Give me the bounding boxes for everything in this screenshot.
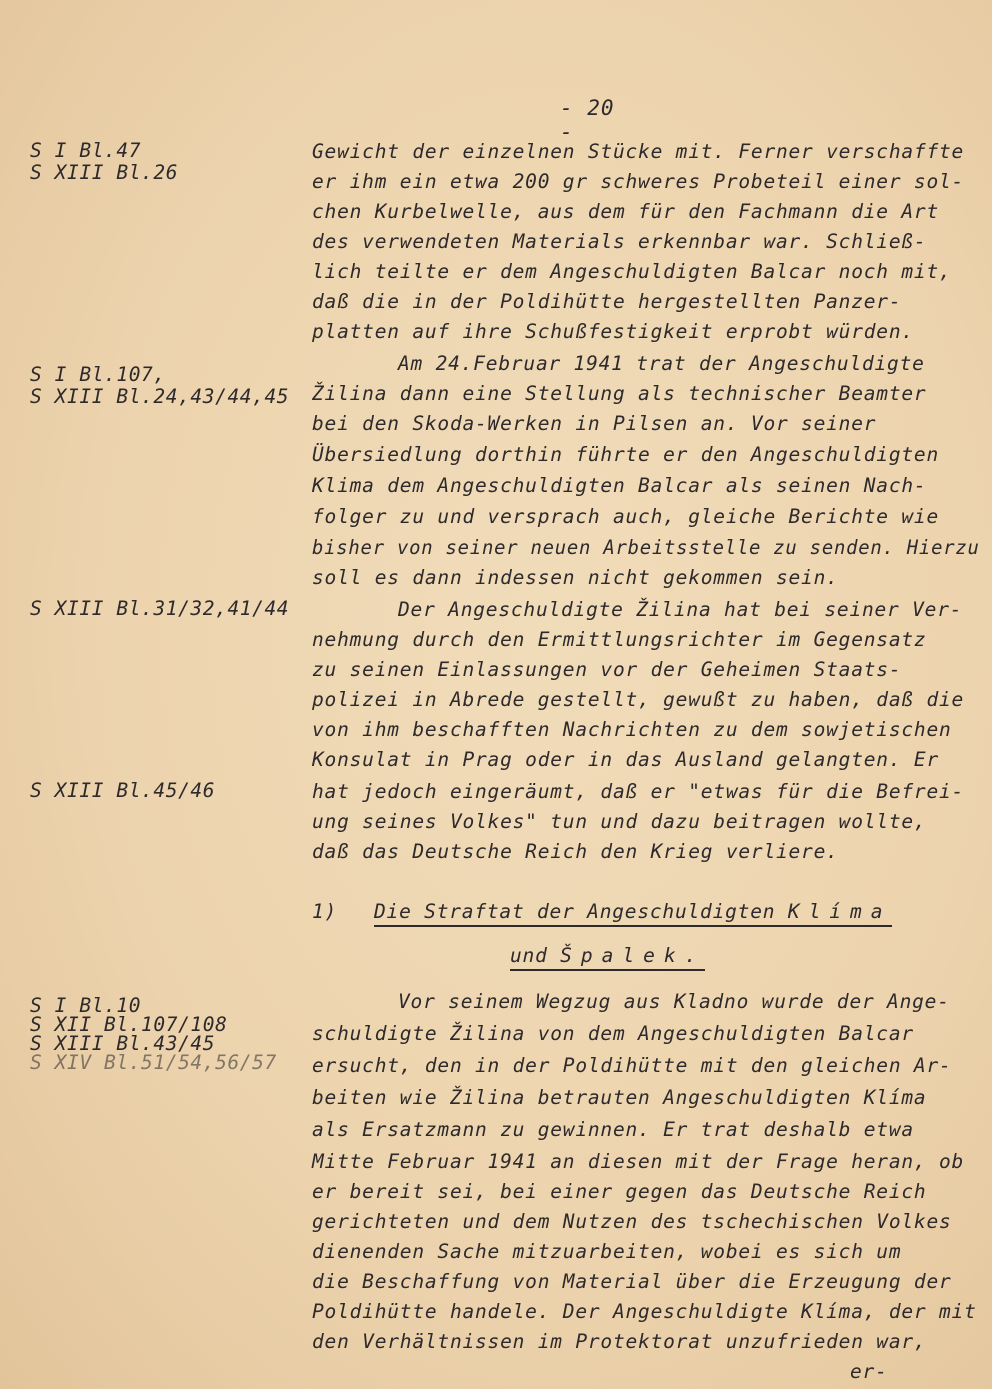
text-line: gerichteten und dem Nutzen des tschechischen Volkes: [312, 1210, 952, 1233]
text-line: schuldigte Žilina von dem Angeschuldigten Balcar: [312, 1022, 914, 1045]
text-line: platten auf ihre Schußfestigkeit erprobt würden.: [312, 320, 914, 343]
heading-name: Špalek.: [560, 944, 706, 967]
heading-text: Die Straftat der Angeschuldigten: [374, 900, 776, 923]
section-number: 1): [312, 900, 338, 923]
text-line: Übersiedlung dorthin führte er den Angeschuldigten: [312, 443, 939, 466]
heading-name: Klíma: [787, 900, 892, 923]
text-line: von ihm beschafften Nachrichten zu dem sowjetischen: [312, 718, 952, 741]
text-line: als Ersatzmann zu gewinnen. Er trat deshalb etwa: [312, 1118, 914, 1141]
text-line: chen Kurbelwelle, aus dem für den Fachmann die Art: [312, 200, 939, 223]
text-line: Der Angeschuldigte Žilina hat bei seiner Ver-: [398, 598, 963, 621]
text-line: den Verhältnissen im Protektorat unzufrieden war,: [312, 1330, 927, 1353]
page-number: - 20 -: [560, 96, 615, 144]
margin-ref-group: [30, 364, 300, 408]
margin-ref: S I Bl.10: [30, 994, 142, 1017]
text-line: Konsulat in Prag oder in das Ausland gelangten. Er: [312, 748, 939, 771]
text-line: Žilina dann eine Stellung als technischer Beamter: [312, 382, 927, 405]
margin-ref: S I Bl.107,: [30, 363, 166, 386]
margin-ref-group: [30, 598, 300, 620]
text-line: die Beschaffung von Material über die Erzeugung der: [312, 1270, 952, 1293]
text-line: er bereit sei, bei einer gegen das Deutsche Reich: [312, 1180, 927, 1203]
margin-ref: S XIII Bl.31/32,41/44: [30, 597, 290, 620]
text-line: er-: [850, 1360, 888, 1383]
margin-ref-group: [30, 780, 300, 802]
text-line: polizei in Abrede gestellt, gewußt zu haben, daß die: [312, 688, 965, 711]
text-line: Am 24.Februar 1941 trat der Angeschuldigte: [398, 352, 925, 375]
margin-ref: S XIII Bl.43/45: [30, 1032, 216, 1055]
text-line: lich teilte er dem Angeschuldigten Balcar noch mit,: [312, 260, 952, 283]
text-line: Poldihütte handele. Der Angeschuldigte Klíma, der mit: [312, 1300, 977, 1323]
margin-ref-group: [30, 996, 300, 1072]
text-line: ung seines Volkes" tun und dazu beitragen wollte,: [312, 810, 927, 833]
margin-ref: S XIV Bl.51/54,56/57: [30, 1051, 277, 1074]
margin-ref: S XIII Bl.24,43/44,45: [30, 385, 290, 408]
margin-ref: S XIII Bl.26: [30, 161, 179, 184]
margin-ref-group: [30, 140, 300, 184]
text-line: beiten wie Žilina betrauten Angeschuldigten Klíma: [312, 1086, 927, 1109]
text-line: zu seinen Einlassungen vor der Geheimen Staats-: [312, 658, 902, 681]
text-line: daß die in der Poldihütte hergestellten Panzer-: [312, 290, 902, 313]
section-heading-line-1: [374, 900, 892, 927]
text-line: daß das Deutsche Reich den Krieg verliere.: [312, 840, 839, 863]
margin-ref: S I Bl.47: [30, 139, 142, 162]
margin-ref: S XII Bl.107/108: [30, 1013, 228, 1036]
text-line: er ihm ein etwa 200 gr schweres Probeteil einer sol-: [312, 170, 965, 193]
text-line: ersucht, den in der Poldihütte mit den gleichen Ar-: [312, 1054, 952, 1077]
text-line: dienenden Sache mitzuarbeiten, wobei es sich um: [312, 1240, 902, 1263]
text-line: bei den Skoda-Werken in Pilsen an. Vor seiner: [312, 412, 877, 435]
text-line: Klima dem Angeschuldigten Balcar als seinen Nach-: [312, 474, 927, 497]
text-line: bisher von seiner neuen Arbeitsstelle zu senden. Hierzu: [312, 536, 980, 559]
text-line: folger zu und versprach auch, gleiche Berichte wie: [312, 505, 939, 528]
text-line: nehmung durch den Ermittlungsrichter im Gegensatz: [312, 628, 927, 651]
text-line: des verwendeten Materials erkennbar war. Schließ-: [312, 230, 927, 253]
text-line: Vor seinem Wegzug aus Kladno wurde der Ange-: [398, 990, 950, 1013]
text-line: Gewicht der einzelnen Stücke mit. Ferner verschaffte: [312, 140, 965, 163]
margin-ref: S XIII Bl.45/46: [30, 779, 216, 802]
text-line: hat jedoch eingeräumt, daß er "etwas für die Befrei-: [312, 780, 965, 803]
text-line: soll es dann indessen nicht gekommen sein.: [312, 566, 839, 589]
heading-text: und: [510, 944, 548, 967]
section-heading-line-2: [510, 944, 705, 971]
text-line: Mitte Februar 1941 an diesen mit der Frage heran, ob: [312, 1150, 965, 1173]
